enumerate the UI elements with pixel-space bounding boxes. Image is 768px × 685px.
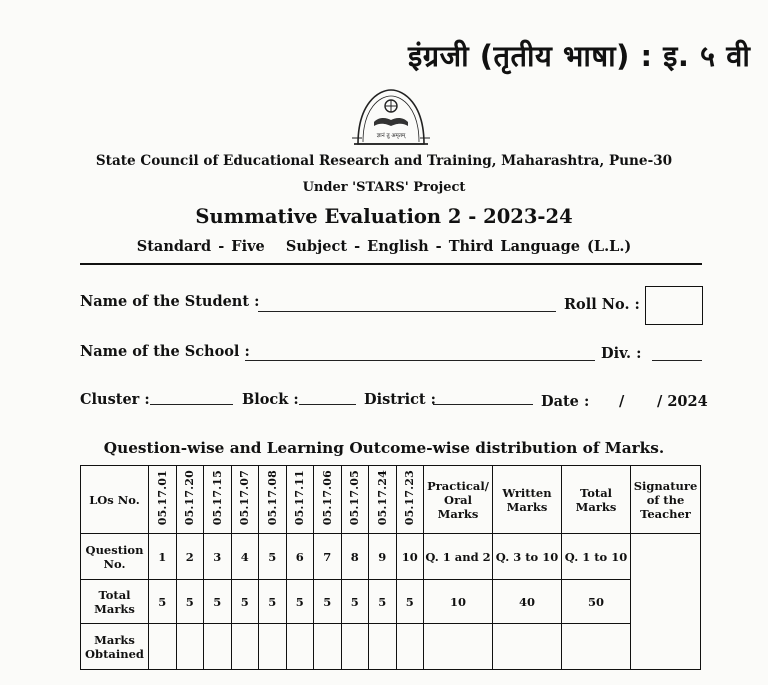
lo-code-cell: 05.17.20 xyxy=(176,466,204,534)
marks-entry-cell[interactable] xyxy=(341,624,369,670)
marks-entry-cell[interactable] xyxy=(286,624,314,670)
table-cell: 5 xyxy=(286,580,314,624)
subject-title-hindi: इंग्रजी (तृतीय भाषा) : इ. ५ वी xyxy=(408,39,751,73)
table-cell: 6 xyxy=(286,534,314,580)
cluster-field[interactable] xyxy=(150,404,233,405)
cluster-label: Cluster : xyxy=(80,391,150,408)
standard-subject-line: Standard - Five Subject - English - Third Language (L.L.) xyxy=(136,238,632,255)
header-divider xyxy=(80,263,702,265)
marks-entry-cell[interactable] xyxy=(493,624,562,670)
table-cell: 9 xyxy=(369,534,397,580)
question-no-label: Question No. xyxy=(81,534,149,580)
lo-code-cell: 05.17.15 xyxy=(204,466,232,534)
lo-code-cell: 05.17.07 xyxy=(231,466,259,534)
lo-code-cell: 05.17.06 xyxy=(314,466,342,534)
practical-marks-header: Practical/ Oral Marks xyxy=(424,466,493,534)
written-marks-header: Written Marks xyxy=(493,466,562,534)
lo-code-cell: 05.17.01 xyxy=(149,466,177,534)
table-cell: 10 xyxy=(424,580,493,624)
marks-entry-cell[interactable] xyxy=(259,624,287,670)
table-cell: 2 xyxy=(176,534,204,580)
teacher-signature-header: Signature of the Teacher xyxy=(631,466,701,534)
date-label: Date : xyxy=(541,393,590,410)
table-cell: 5 xyxy=(204,580,232,624)
block-field[interactable] xyxy=(299,404,356,405)
table-cell: 4 xyxy=(231,534,259,580)
block-label: Block : xyxy=(242,391,299,408)
division-field[interactable] xyxy=(652,360,702,361)
roll-no-label: Roll No. : xyxy=(564,296,640,313)
council-name: State Council of Educational Research and Training, Maharashtra, Pune-30 xyxy=(95,153,673,169)
table-cell: Q. 1 and 2 xyxy=(424,534,493,580)
marks-entry-cell[interactable] xyxy=(424,624,493,670)
date-separator: / xyxy=(619,393,625,410)
table-cell: 3 xyxy=(204,534,232,580)
marks-entry-cell[interactable] xyxy=(231,624,259,670)
marks-obtained-label: Marks Obtained xyxy=(81,624,149,670)
marks-entry-cell[interactable] xyxy=(396,624,424,670)
lo-code-cell: 05.17.11 xyxy=(286,466,314,534)
marks-entry-cell[interactable] xyxy=(149,624,177,670)
lo-code-cell: 05.17.08 xyxy=(259,466,287,534)
distribution-title: Question-wise and Learning Outcome-wise distribution of Marks. xyxy=(103,439,665,457)
division-label: Div. : xyxy=(601,345,642,362)
svg-text:ज्ञानं तु अमृतम्: ज्ञानं तु अमृतम् xyxy=(376,133,406,139)
table-cell: 5 xyxy=(314,580,342,624)
school-name-label: Name of the School : xyxy=(80,343,250,360)
table-cell: 40 xyxy=(493,580,562,624)
table-cell: 5 xyxy=(149,580,177,624)
student-name-field[interactable] xyxy=(258,311,556,312)
lo-code-cell: 05.17.23 xyxy=(396,466,424,534)
marks-entry-cell[interactable] xyxy=(204,624,232,670)
table-cell: 50 xyxy=(562,580,631,624)
scert-emblem-logo xyxy=(352,86,430,148)
table-cell: 5 xyxy=(369,580,397,624)
teacher-signature-cell[interactable] xyxy=(631,534,701,670)
marks-entry-cell[interactable] xyxy=(562,624,631,670)
table-cell: 8 xyxy=(341,534,369,580)
roll-no-box[interactable] xyxy=(645,286,703,325)
table-cell: 5 xyxy=(341,580,369,624)
table-row xyxy=(81,534,701,580)
district-label: District : xyxy=(364,391,437,408)
marks-distribution-table xyxy=(80,465,701,670)
marks-entry-cell[interactable] xyxy=(314,624,342,670)
lo-code-cell: 05.17.05 xyxy=(341,466,369,534)
table-row xyxy=(81,624,701,670)
district-field[interactable] xyxy=(433,404,533,405)
marks-entry-cell[interactable] xyxy=(176,624,204,670)
table-cell: 7 xyxy=(314,534,342,580)
table-row xyxy=(81,580,701,624)
table-cell: 5 xyxy=(396,580,424,624)
lo-header: LOs No. xyxy=(81,466,149,534)
table-row xyxy=(81,466,701,534)
marks-entry-cell[interactable] xyxy=(369,624,397,670)
table-cell: Q. 1 to 10 xyxy=(562,534,631,580)
total-marks-label: Total Marks xyxy=(81,580,149,624)
project-name: Under 'STARS' Project xyxy=(302,180,466,195)
lo-code-cell: 05.17.24 xyxy=(369,466,397,534)
table-cell: 1 xyxy=(149,534,177,580)
student-name-label: Name of the Student : xyxy=(80,293,260,310)
table-cell: 5 xyxy=(259,580,287,624)
table-cell: 5 xyxy=(176,580,204,624)
total-marks-header: Total Marks xyxy=(562,466,631,534)
school-name-field[interactable] xyxy=(245,360,595,361)
date-year: / 2024 xyxy=(657,393,708,410)
table-cell: 5 xyxy=(231,580,259,624)
table-cell: 5 xyxy=(259,534,287,580)
evaluation-title: Summative Evaluation 2 - 2023-24 xyxy=(195,205,573,228)
table-cell: Q. 3 to 10 xyxy=(493,534,562,580)
table-cell: 10 xyxy=(396,534,424,580)
